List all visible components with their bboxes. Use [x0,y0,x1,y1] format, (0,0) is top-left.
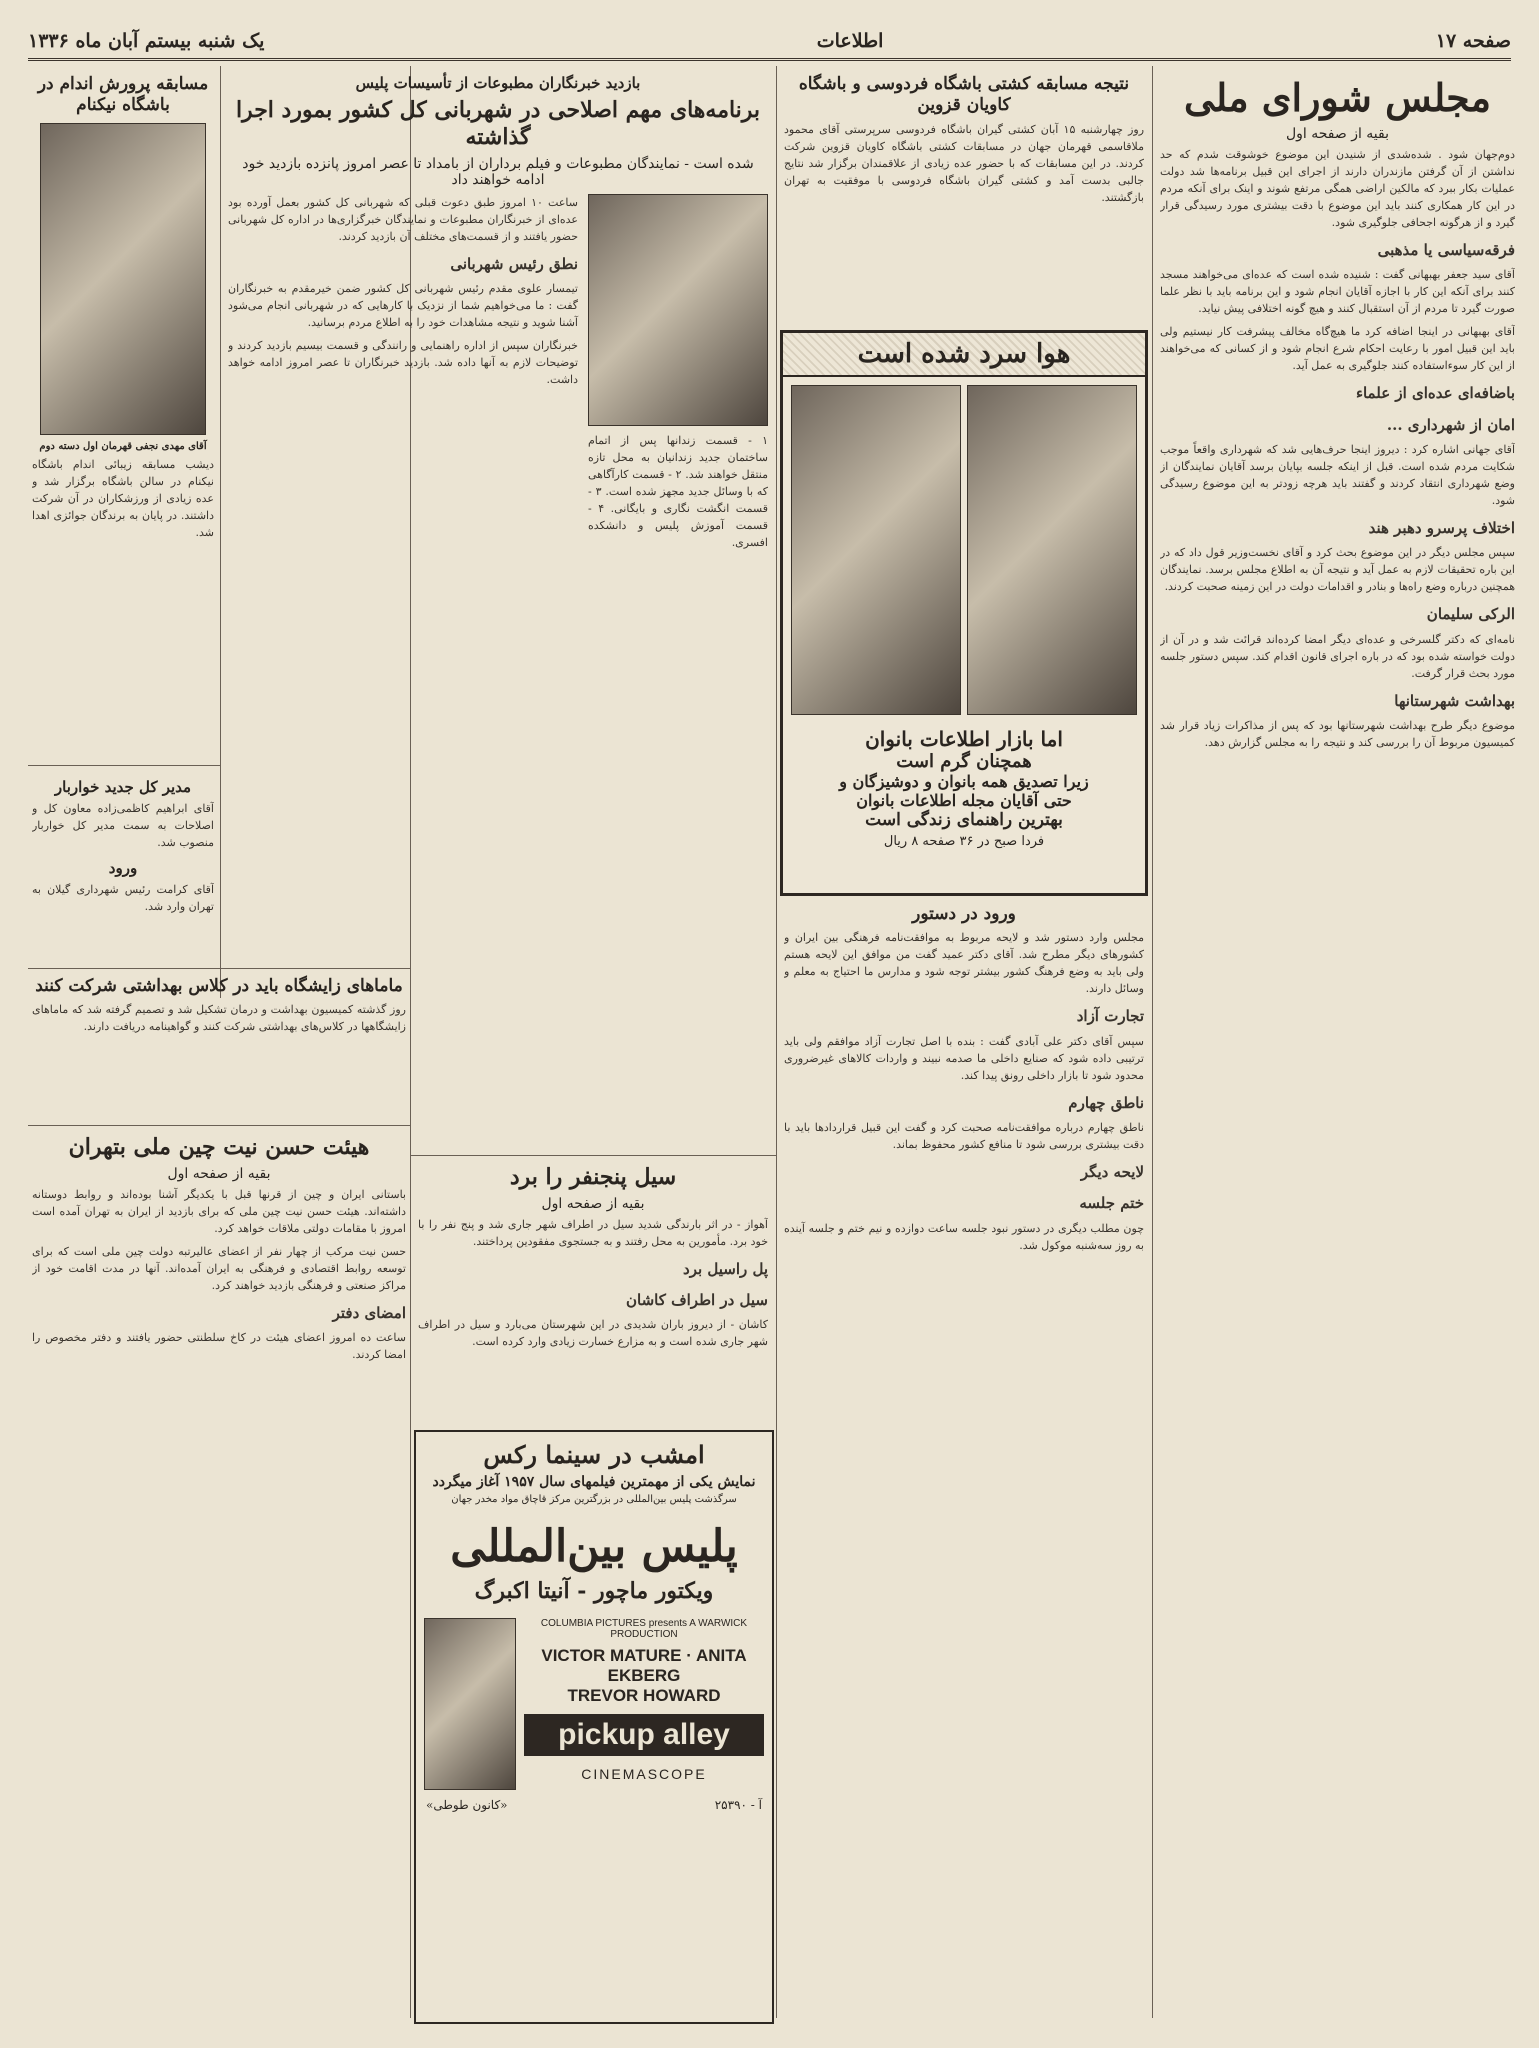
photo-police-chief [588,194,768,426]
column-rule [776,66,777,2018]
paragraph: آهواز - در اثر بارندگی شدید سیل در اطراف شهر جاری شد و پنج نفر را با خود برد. مأمورین به محل رفتند و به جستجوی مفقودین پرداختند. [418,1217,768,1248]
section-divider [28,765,220,766]
advert-text [783,723,1145,853]
paragraph: آقای بهبهانی در اینجا اضافه کرد ما هیچ‌گاه مخالف پیشرفت کار نیستیم ولی باید این قبیل امور با رعایت احکام شرع انجام شود و از کسانی که می‌خواهند از این کار سوءاستفاده کنند جلوگیری به عمل آید. [1160,325,1515,373]
column-rule [1152,66,1153,2018]
advert-line: اما بازار اطلاعات بانوان [865,727,1063,751]
article-wrestling [784,70,1144,320]
format-logo: CINEMASCOPE [581,1765,707,1782]
article-body [32,1186,406,1364]
paragraph: حسن نیت مرکب از چهار نفر از اعضای عالیرتبه دولت چین ملی است که برای توسعه روابط اقتصادی و فرهنگی به ایران آمده‌اند. آنها در مدت اقامت خود از مراکز صنعتی و فرهنگی بازدید خواهند کرد. [32,1244,406,1292]
advert-cinema-rex [414,1430,774,2024]
subheading: فرقه‌سیاسی یا مذهبی [1377,240,1515,259]
section-divider [410,1155,776,1156]
subheading: امان از شهرداری ... [1386,415,1515,434]
advert-line: حتی آقایان مجله اطلاعات بانوان [856,791,1072,810]
continued-note: بقیه از صفحه اول [1285,125,1390,142]
subheading: ختم جلسه [1079,1194,1144,1213]
subheading: الرکی سلیمان [1426,605,1515,624]
advert-photos [783,377,1145,723]
article-body [1160,146,1515,752]
photo-bodybuilder [40,123,206,435]
advert-line: زیرا تصدیق همه بانوان و دوشیزگان و [839,772,1089,791]
photo-film-still [424,1618,516,1790]
headline: مجلس شورای ملی [1183,75,1492,120]
advert-footer [416,1798,772,1812]
subheading: ورود [108,859,138,878]
subheading: ناطق چهارم [1068,1093,1144,1112]
advert-line: بهترین راهنمای زندگی است [865,810,1063,830]
paragraph: سپس آقای دکتر علی آبادی گفت : بنده با اصل تجارت آزاد موافقم ولی باید ترتیبی داده شود که صنایع داخلی ما صدمه نبیند و واردات کالاهای غیرضروری محدود شود تا بازار داخلی رونق پیدا کند. [784,1034,1144,1082]
newspaper-name: اطلاعات [816,30,884,52]
star-3-en: TREVOR HOWARD [567,1685,721,1705]
photo-caption: آقای مهدی نجفی قهرمان اول دسته دوم [39,440,207,452]
article-midwives [32,972,406,1122]
paragraph: آقای سید جعفر بهبهانی گفت : شنیده شده است که عده‌ای می‌خواهند مسجد کنند برای آنکه این کار با اجازه آقایان انجام شود و این برنامه باید با نظر علما صورت گیرد تا مردم از آن استقبال کنند و هیچ گونه اختلافی پیش نیاید. [1160,267,1515,316]
paragraph: تیمسار علوی مقدم رئیس شهربانی کل کشور ضمن خیرمقدم به خبرنگاران گفت : ما می‌خواهیم شما از نزدیک با کارهایی که در شهربانی انجام می‌شود آشنا شوید و نتیجه مشاهدات خود را به اطلاع مردم برسانید. [228,282,578,330]
page-number: صفحه ۱۷ [1435,30,1511,52]
advert-title: امشب در سینما رکس [483,1440,705,1469]
continued-note: بقیه از صفحه اول [167,1165,271,1182]
headline: ورود در دستور [912,904,1016,924]
advert-banner: هوا سرد شده است [783,333,1145,377]
advert-line: همچنان گرم است [896,751,1032,772]
paragraph: باستانی ایران و چین از قرنها قبل با یکدیگر آشنا بوده‌اند و روابط دوستانه داشته‌اند. هیئت حسن نیت چین ملی که برای بازدید از ایران به تهران آمده است امروز با مقامات دولتی ملاقات خواهد کرد. [32,1187,406,1235]
paragraph: ساعت ده امروز اعضای هیئت در کاخ سلطنتی حضور یافتند و دفتر مخصوص را امضا کردند. [32,1331,406,1362]
paragraph: آقای ابراهیم کاظمی‌زاده معاون کل و اصلاحات به سمت مدیر کل خواربار منصوب شد. [32,802,214,850]
headline: برنامه‌های مهم اصلاحی در شهربانی کل کشور بمورد اجرا گذاشته [235,96,761,151]
paragraph: خبرنگاران سپس از اداره راهنمایی و رانندگی و قسمت بیسیم بازدید کردند و توضیحات لازم به آنها داده شد. بازدید خبرنگاران تا عصر امروز ادامه خواهد داشت. [228,339,578,387]
article-body: روز چهارشنبه ۱۵ آبان کشتی گیران باشگاه فردوسی سرپرستی آقای محمود ملاقاسمی قهرمان جهان در مسابقات کشتی باشگاه کاویان قزوین شرکت کردند. در این مسابقات که با حضور عده زیادی از علاقمندان برگزار شد نتایج جالبی بدست آمد و کشتی گیران باشگاه فردوسی با موفقیت به تهران بازگشتند. [784,122,1144,204]
paragraph: سپس مجلس دیگر در این موضوع بحث کرد و آقای نخست‌وزیر قول داد که در این باره تحقیقات لازم به عمل آید و نتیجه آن به اطلاع مجلس برسد. نمایندگان همچنین درباره وضع راه‌ها و بنادر و اقدامات دولت در این زمینه صحبت کردند. [1160,546,1515,594]
police-body-row [228,194,768,551]
paragraph: آقای کرامت رئیس شهرداری گیلان به تهران وارد شد. [32,883,214,914]
film-title-en: pickup alley [524,1714,764,1756]
headline: سیل پنجنفر را برد [509,1164,677,1190]
advert-women-magazine [780,330,1148,896]
subheading: مدیر کل جدید خواربار [54,778,192,796]
producer-credit: COLUMBIA PICTURES presents A WARWICK PRODUCTION [540,1617,748,1640]
paragraph: مجلس وارد دستور شد و لایحه مربوط به موافقت‌نامه فرهنگی بین ایران و کشورهای دیگر مطرح شد. آقای دکتر عمید گفت من موافق این لایحه هستم ولی باید به وضع فرهنگ کشور بیشتر توجه شود و مدارس ما احتیاج به معلم و وسائل دارند. [784,931,1144,996]
masthead [28,24,1511,61]
subheading: اختلاف پرسرو دهبر هند [1368,518,1515,537]
subheading: امضای دفتر [332,1303,406,1322]
paragraph: آقای جهانی اشاره کرد : دیروز اینجا حرف‌هایی شد که شهرداری واقعاً موجب شکایت مردم شده است. قبل از اینکه جلسه بپایان برسد آقایان نمایندگان از وضع شهرداری انتقاد کردند و گفتند باید هرچه زودتر به این موضوع رسیدگی شود. [1160,442,1515,507]
paragraph: ۱ - قسمت زندانها پس از اتمام ساختمان جدید زندانیان به محل تازه منتقل خواهند شد. ۲ - قسمت کارآگاهی که با وسائل جدید مجهز شده است. ۳ - قسمت انگشت نگاری و بایگانی. ۴ - قسمت آموزش پلیس و دانشکده افسری. [588,433,768,550]
paragraph: دیشب مسابقه زیبائی اندام باشگاه نیکنام در سالن باشگاه برگزار شد و عده زیادی از ورزشکاران در آن شرکت داشتند. در پایان به برندگان جوائزی اهدا شد. [32,457,214,539]
subheading: باضافه‌ای عده‌ای از علماء [1355,384,1515,403]
article-china [32,1130,406,2020]
article-agenda [784,900,1144,2020]
film-title-fa: پلیس بین‌المللی [450,1521,738,1572]
article-flood [418,1160,768,1430]
headline: هیئت حسن نیت چین ملی بتهران [68,1134,370,1160]
paragraph: ساعت ۱۰ امروز طبق دعوت قبلی که شهربانی کل کشور بعمل آورده بود عده‌ای از خبرنگاران مطبوعات و نمایندگان خبرگزاری‌ها در اداره کل شهربانی حضور یافتند و از قسمت‌های مختلف آن بازدید کردند. [228,195,578,243]
advert-agency: «کانون طوطی» [426,1797,508,1812]
paragraph: کاشان - از دیروز باران شدیدی در این شهرستان می‌بارد و سیل در اطراف شهر جاری شده است و به مزارع خسارت زیادی وارد کرده است. [418,1318,768,1349]
advert-description: سرگذشت پلیس بین‌المللی در بزرگترین مرکز قاچاق مواد مخدر جهان [451,1494,737,1505]
section-divider [28,968,410,969]
advert-credits [524,1618,764,1790]
article-body: روز گذشته کمیسیون بهداشت و درمان تشکیل شد و تصمیم گرفته شد که ماماهای زایشگاهها در کلاس‌های بهداشتی شرکت کنند و گواهینامه دریافت دارند. [32,1003,406,1034]
film-stars-fa: ویکتور ماچور - آنیتا اکبرگ [474,1578,714,1604]
column-rule [220,66,221,998]
subheading: لایحه دیگر [1080,1163,1144,1182]
advert-subtitle: نمایش یکی از مهمترین فیلمهای سال ۱۹۵۷ آغاز میگردد [432,1474,756,1490]
kicker: بازدید خبرنگاران مطبوعات از تأسیسات پلیس [355,74,641,92]
police-left [588,194,768,551]
article-food-director [32,770,214,970]
advert-ref: آ - ۲۵۳۹۰ [714,1797,762,1812]
article-body [228,194,578,551]
article-majlis [1160,70,1515,2020]
article-body [418,1216,768,1351]
photo-woman-heater [967,385,1137,715]
advert-bottom [416,1610,772,1798]
paragraph: چون مطلب دیگری در دستور نبود جلسه ساعت دوازده و نیم ختم و جلسه آینده به روز سه‌شنبه موکول شد. [784,1221,1144,1252]
subheading: پل راسیل برد [683,1259,768,1278]
paragraph: ناطق چهارم درباره موافقت‌نامه صحبت کرد و گفت این قبیل قراردادها باید با دقت بیشتری بررسی شود تا منافع کشور محفوظ بماند. [784,1121,1144,1152]
paragraph: نامه‌ای که دکتر گلسرخی و عده‌ای دیگر امضا کرده‌اند قرائت شد و در آن از دولت خواسته شده بود که در باره اجرای قانون اقدام کند. سپس دستور جلسه مورد بحث قرار گرفت. [1160,632,1515,680]
advert-line: فردا صبح در ۳۶ صفحه ۸ ریال [883,834,1045,849]
subheading: بهداشت شهرستانها [1394,691,1515,710]
article-body [32,456,214,541]
headline: ماماهای زایشگاه باید در کلاس بهداشتی شرکت کنند [35,976,403,996]
subheadline: شده است - نمایندگان مطبوعات و فیلم برداران از بامداد تا عصر امروز پانزده بازدید خود ادامه خواهند داد [242,155,754,188]
subheading: نطق رئیس شهربانی [450,254,578,273]
headline: مسابقه پرورش اندام در باشگاه نیکنام [37,74,209,116]
subheading: تجارت آزاد [1076,1007,1144,1026]
section-divider [28,1125,410,1126]
paragraph: موضوع دیگر طرح بهداشت شهرستانها بود که پس از مذاکرات زیاد قرار شد کمیسیون مربوط آن را بررسی کند و نتیجه را به مجلس گزارش دهد. [1160,718,1515,750]
subheading: سیل در اطراف کاشان [625,1290,768,1309]
photo-woman-reading [791,385,961,715]
issue-date: یک شنبه بیستم آبان ماه ۱۳۳۶ [28,30,265,52]
stars-en: VICTOR MATURE · ANITA EKBERG [541,1645,747,1685]
continued-note: بقیه از صفحه اول [541,1195,645,1212]
paragraph: دوم‌جهان شود . شده‌شدی از شنیدن این موضوع خوشوقت شدم که حد نداشتن از آن گرفتن مازندران دارند از اجرای این قبیل برنامه‌ها شد دولت عملیات بکار ببرد که مالکین اراضی همگی مرتفع شوند و اینک برای آنکه مردم در این کار همکاری کنند باید این موضوع با دقت بیشتری مورد رسیدگی قرار گیرد و از هرگونه اجحافی جلوگیری شود. [1160,147,1515,229]
headline: نتیجه مسابقه کشتی باشگاه فردوسی و باشگاه کاویان قزوین [798,74,1130,116]
article-body [784,929,1144,1254]
